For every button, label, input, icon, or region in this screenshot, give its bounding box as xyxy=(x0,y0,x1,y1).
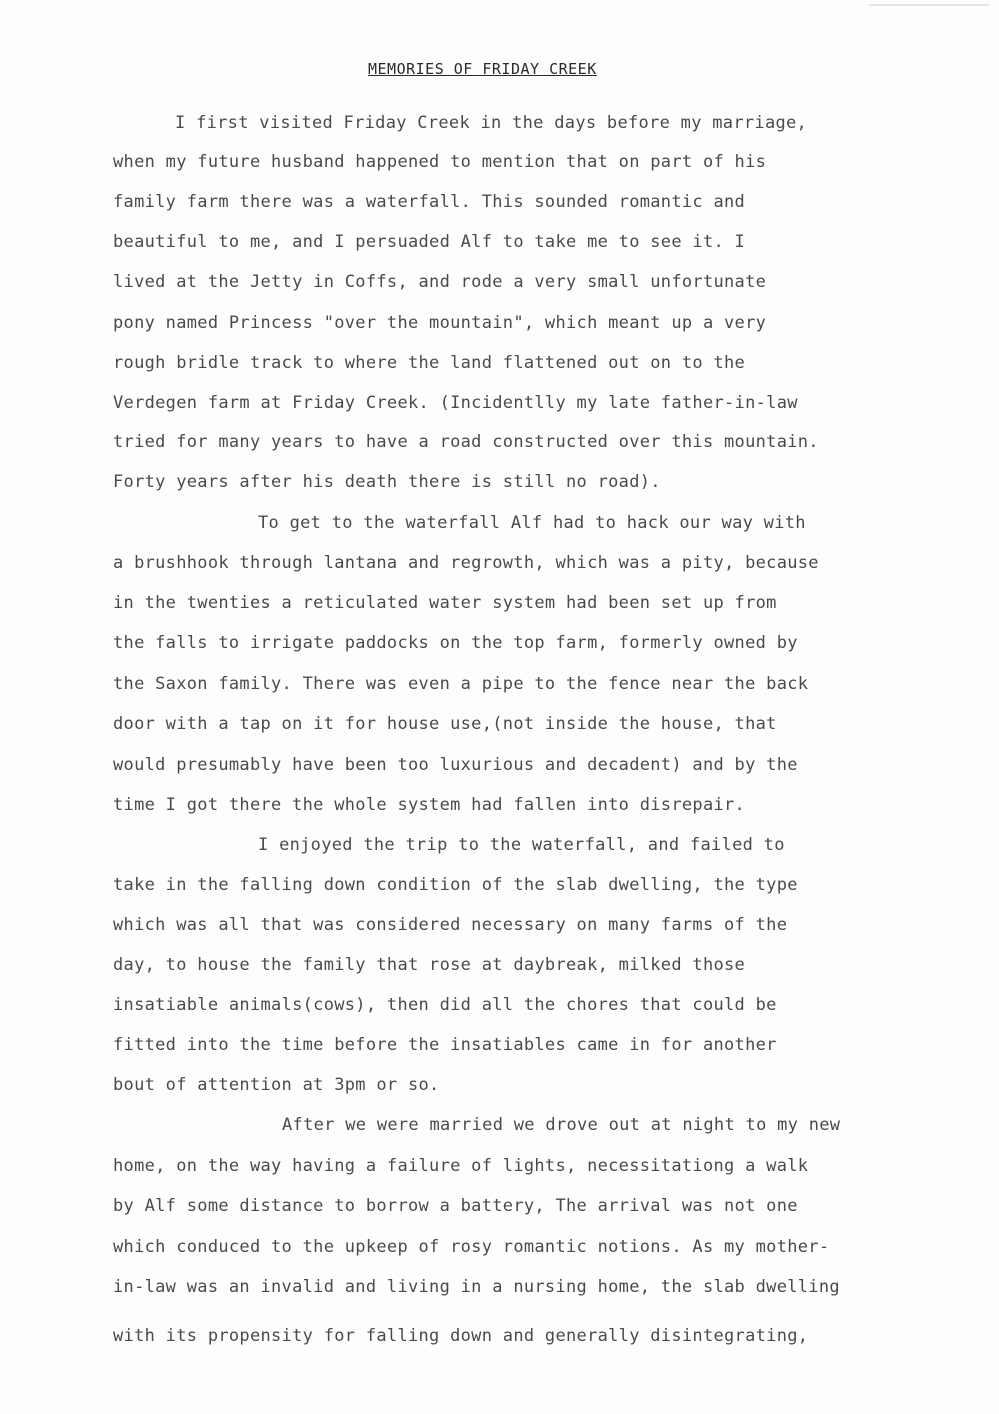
text-line: take in the falling down condition of the slab dwelling, the type xyxy=(113,875,798,895)
text-line: which conduced to the upkeep of rosy romantic notions. As my mother- xyxy=(113,1237,830,1257)
text-line: by Alf some distance to borrow a battery, The arrival was not one xyxy=(113,1196,798,1216)
text-line: bout of attention at 3pm or so. xyxy=(113,1075,440,1095)
text-line: insatiable animals(cows), then did all the chores that could be xyxy=(113,995,777,1015)
text-line: I first visited Friday Creek in the days before my marriage, xyxy=(175,113,808,133)
text-line: fitted into the time before the insatiables came in for another xyxy=(113,1035,777,1055)
text-line: beautiful to me, and I persuaded Alf to take me to see it. I xyxy=(113,232,746,252)
text-line: lived at the Jetty in Coffs, and rode a very small unfortunate xyxy=(113,272,767,292)
text-line: would presumably have been too luxurious and decadent) and by the xyxy=(113,755,798,775)
document-title: MEMORIES OF FRIDAY CREEK xyxy=(368,60,597,78)
text-line: After we were married we drove out at night to my new xyxy=(282,1115,841,1135)
text-line: when my future husband happened to mention that on part of his xyxy=(113,152,767,172)
text-line: with its propensity for falling down and generally disintegrating, xyxy=(113,1326,809,1346)
text-line: Forty years after his death there is still no road). xyxy=(113,472,661,492)
text-line: Verdegen farm at Friday Creek. (Incidentlly my late father-in-law xyxy=(113,393,798,413)
text-line: rough bridle track to where the land flattened out on to the xyxy=(113,353,746,373)
text-line: in-law was an invalid and living in a nursing home, the slab dwelling xyxy=(113,1277,840,1297)
text-line: door with a tap on it for house use,(not inside the house, that xyxy=(113,714,777,734)
text-line: the falls to irrigate paddocks on the top farm, formerly owned by xyxy=(113,633,798,653)
text-line: the Saxon family. There was even a pipe to the fence near the back xyxy=(113,674,809,694)
text-line: home, on the way having a failure of lights, necessitationg a walk xyxy=(113,1156,809,1176)
text-line: day, to house the family that rose at daybreak, milked those xyxy=(113,955,746,975)
paper-scuff-mark xyxy=(869,4,989,6)
text-line: tried for many years to have a road constructed over this mountain. xyxy=(113,432,819,452)
text-line: To get to the waterfall Alf had to hack our way with xyxy=(258,513,806,533)
text-line: I enjoyed the trip to the waterfall, and failed to xyxy=(258,835,785,855)
text-line: in the twenties a reticulated water system had been set up from xyxy=(113,593,777,613)
text-line: family farm there was a waterfall. This sounded romantic and xyxy=(113,192,746,212)
text-line: pony named Princess "over the mountain", which meant up a very xyxy=(113,313,767,333)
text-line: a brushhook through lantana and regrowth, which was a pity, because xyxy=(113,553,819,573)
text-line: which was all that was considered necessary on many farms of the xyxy=(113,915,788,935)
text-line: time I got there the whole system had fallen into disrepair. xyxy=(113,795,746,815)
